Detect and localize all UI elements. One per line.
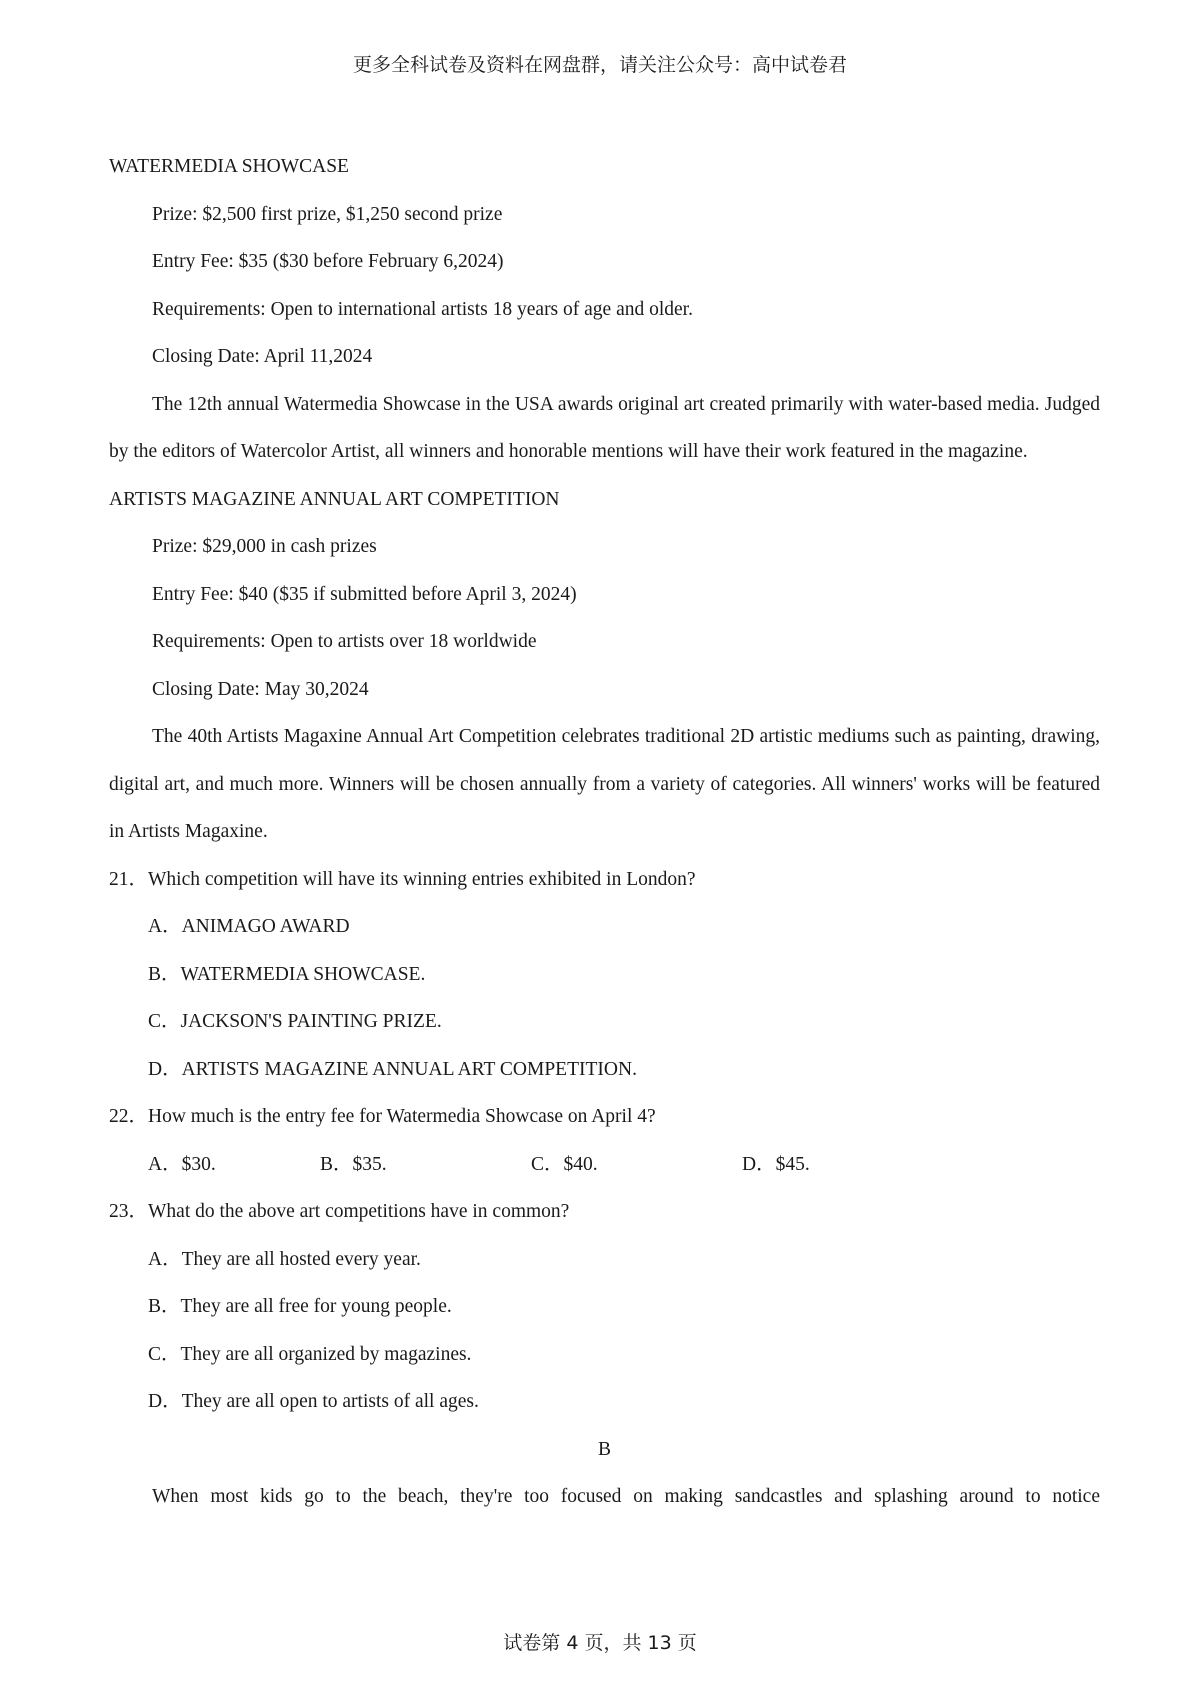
detail-prize: Prize: $2,500 first prize, $1,250 second prize <box>152 203 503 225</box>
question-text: How much is the entry fee for Watermedia Showcase on April 4? <box>148 1106 656 1127</box>
option-c: C．They are all organized by magazines. <box>148 1343 472 1365</box>
detail-closing-date: Closing Date: May 30,2024 <box>152 678 369 700</box>
question-text: Which competition will have its winning entries exhibited in London? <box>148 868 696 890</box>
section-watermedia <box>109 143 1100 476</box>
question-text: What do the above art competitions have in common? <box>148 1201 570 1222</box>
question-23 <box>109 1188 1100 1426</box>
document-body <box>109 143 1100 1521</box>
detail-prize: Prize: $29,000 in cash prizes <box>152 536 377 557</box>
option-d: D．They are all open to artists of all ages. <box>148 1391 479 1412</box>
section-title: ARTISTS MAGAZINE ANNUAL ART COMPETITION <box>109 488 560 510</box>
option-b: B．WATERMEDIA SHOWCASE. <box>148 963 426 985</box>
section-artists-magazine <box>109 476 1100 856</box>
page-footer: 试卷第 4 页，共 13 页 <box>503 1632 697 1654</box>
part-b-first-line: When most kids go to the beach, they're too focused on making sandcastles and splashing around to notice <box>152 1486 1100 1507</box>
question-number: 21． <box>109 868 149 890</box>
question-22 <box>109 1093 1100 1188</box>
option-a: A．They are all hosted every year. <box>148 1248 421 1270</box>
question-number: 22． <box>109 1106 149 1127</box>
detail-requirements: Requirements: Open to international artists 18 years of age and older. <box>152 298 693 320</box>
option-d: D．ARTISTS MAGAZINE ANNUAL ART COMPETITION. <box>148 1058 637 1080</box>
option-d: D．$45. <box>742 1153 810 1175</box>
detail-entry-fee: Entry Fee: $40 ($35 if submitted before April 3, 2024) <box>152 583 577 605</box>
option-a: A．$30. <box>148 1153 216 1175</box>
option-c: C．$40. <box>531 1153 598 1175</box>
page-header-note: 更多全科试卷及资料在网盘群，请关注公众号：高中试卷君 <box>352 54 847 76</box>
option-a: A．ANIMAGO AWARD <box>148 916 350 937</box>
section-description: The 12th annual Watermedia Showcase in the USA awards original art created primarily with water-based media. Judged by the editors of Watercolor Artist, all winners and honorable mentions will have their work featured in the magazine. <box>109 393 1100 462</box>
detail-requirements: Requirements: Open to artists over 18 worldwide <box>152 631 537 652</box>
part-b-label: B <box>597 1438 611 1460</box>
detail-closing-date: Closing Date: April 11,2024 <box>152 346 373 367</box>
option-c: C．JACKSON'S PAINTING PRIZE. <box>148 1011 442 1032</box>
detail-entry-fee: Entry Fee: $35 ($30 before February 6,2024) <box>152 251 504 272</box>
question-21 <box>109 856 1100 1094</box>
section-title: WATERMEDIA SHOWCASE <box>109 156 349 177</box>
option-b: B．$35. <box>320 1153 387 1175</box>
section-description: The 40th Artists Magaxine Annual Art Competition celebrates traditional 2D artistic mediums such as painting, drawing, digital art, and much more. Winners will be chosen annually from a variety of categories. All winners' works will be featured in Artists Magaxine. <box>109 726 1100 842</box>
question-number: 23． <box>109 1201 149 1222</box>
option-b: B．They are all free for young people. <box>148 1296 452 1317</box>
